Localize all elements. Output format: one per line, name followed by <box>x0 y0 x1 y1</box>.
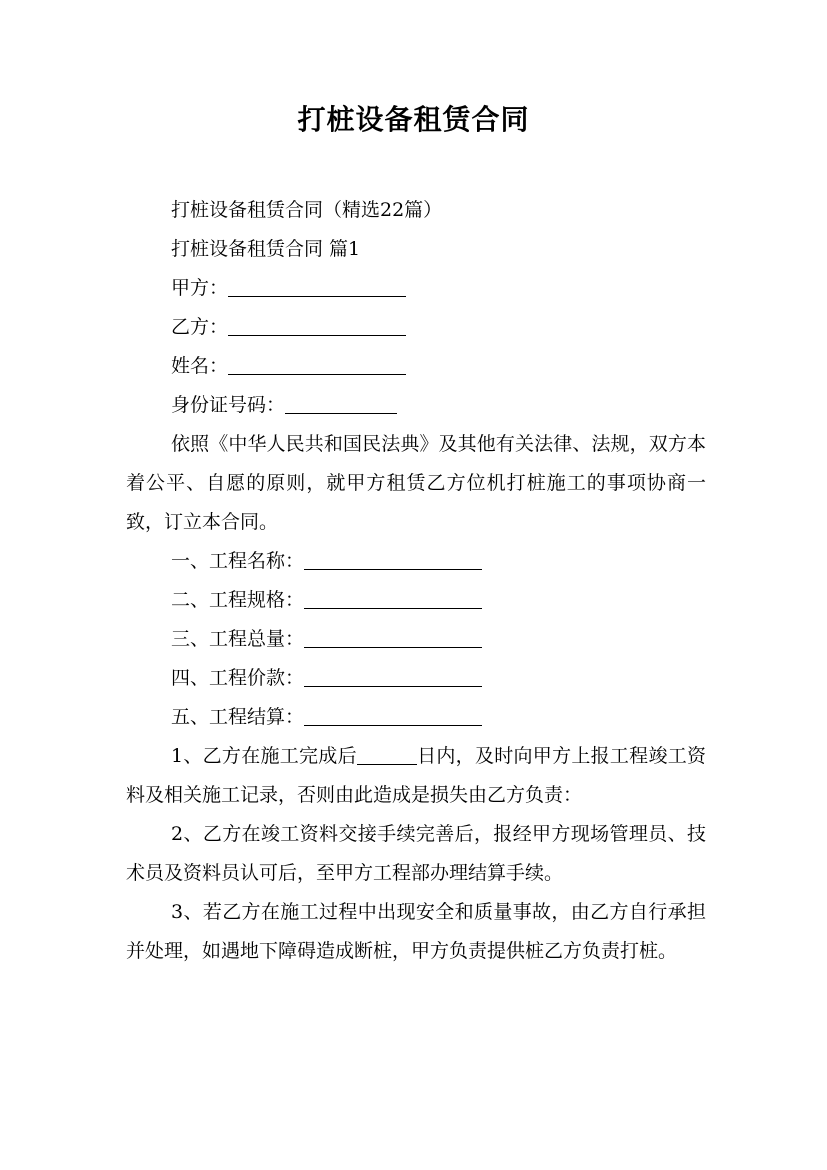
item-line <box>126 542 706 581</box>
item-label: 四、工程价款： <box>171 667 305 689</box>
item-label: 一、工程名称： <box>171 550 305 572</box>
party-a-label: 甲方： <box>171 277 229 299</box>
clause-3: 3、若乙方在施工过程中出现安全和质量事故，由乙方自行承担并处理，如遇地下障碍造成断桩，甲方负责提供桩乙方负责打桩。 <box>126 901 706 962</box>
intro-paragraph: 依照《中华人民共和国民法典》及其他有关法律、法规，双方本着公平、自愿的原则，就甲方租赁乙方位机打桩施工的事项协商一致，订立本合同。 <box>126 433 706 533</box>
party-a-blank <box>228 274 406 297</box>
name-line <box>126 347 706 386</box>
section-heading: 打桩设备租赁合同 篇1 <box>171 238 361 260</box>
clause-1-before: 1、乙方在施工完成后 <box>171 745 357 767</box>
id-line <box>126 386 706 425</box>
item-blank <box>304 547 482 570</box>
party-b-line <box>126 308 706 347</box>
item-line <box>126 581 706 620</box>
document-subtitle: 打桩设备租赁合同（精选22篇） <box>171 199 443 221</box>
clause-1 <box>126 737 706 815</box>
item-line <box>126 620 706 659</box>
item-line <box>126 659 706 698</box>
document-body <box>126 191 706 971</box>
party-b-label: 乙方： <box>171 316 229 338</box>
party-b-blank <box>228 313 406 336</box>
clause-1-after: 日内，及时向甲方上报工程竣工资料及相关施工记录，否则由此造成是损失由乙方负责： <box>126 745 706 806</box>
item-line <box>126 698 706 737</box>
party-a-line <box>126 269 706 308</box>
item-label: 五、工程结算： <box>171 706 305 728</box>
name-label: 姓名： <box>171 355 229 377</box>
clause-2: 2、乙方在竣工资料交接手续完善后，报经甲方现场管理员、技术员及资料员认可后，至甲方工程部办理结算手续。 <box>126 823 706 884</box>
id-blank <box>285 391 397 414</box>
name-blank <box>228 352 406 375</box>
document-title: 打桩设备租赁合同 <box>297 103 530 136</box>
id-label: 身份证号码： <box>171 394 286 416</box>
days-blank <box>357 742 417 765</box>
item-label: 三、工程总量： <box>171 628 305 650</box>
item-blank <box>304 586 482 609</box>
item-blank <box>304 664 482 687</box>
item-label: 二、工程规格： <box>171 589 305 611</box>
item-blank <box>304 625 482 648</box>
item-blank <box>304 703 482 726</box>
